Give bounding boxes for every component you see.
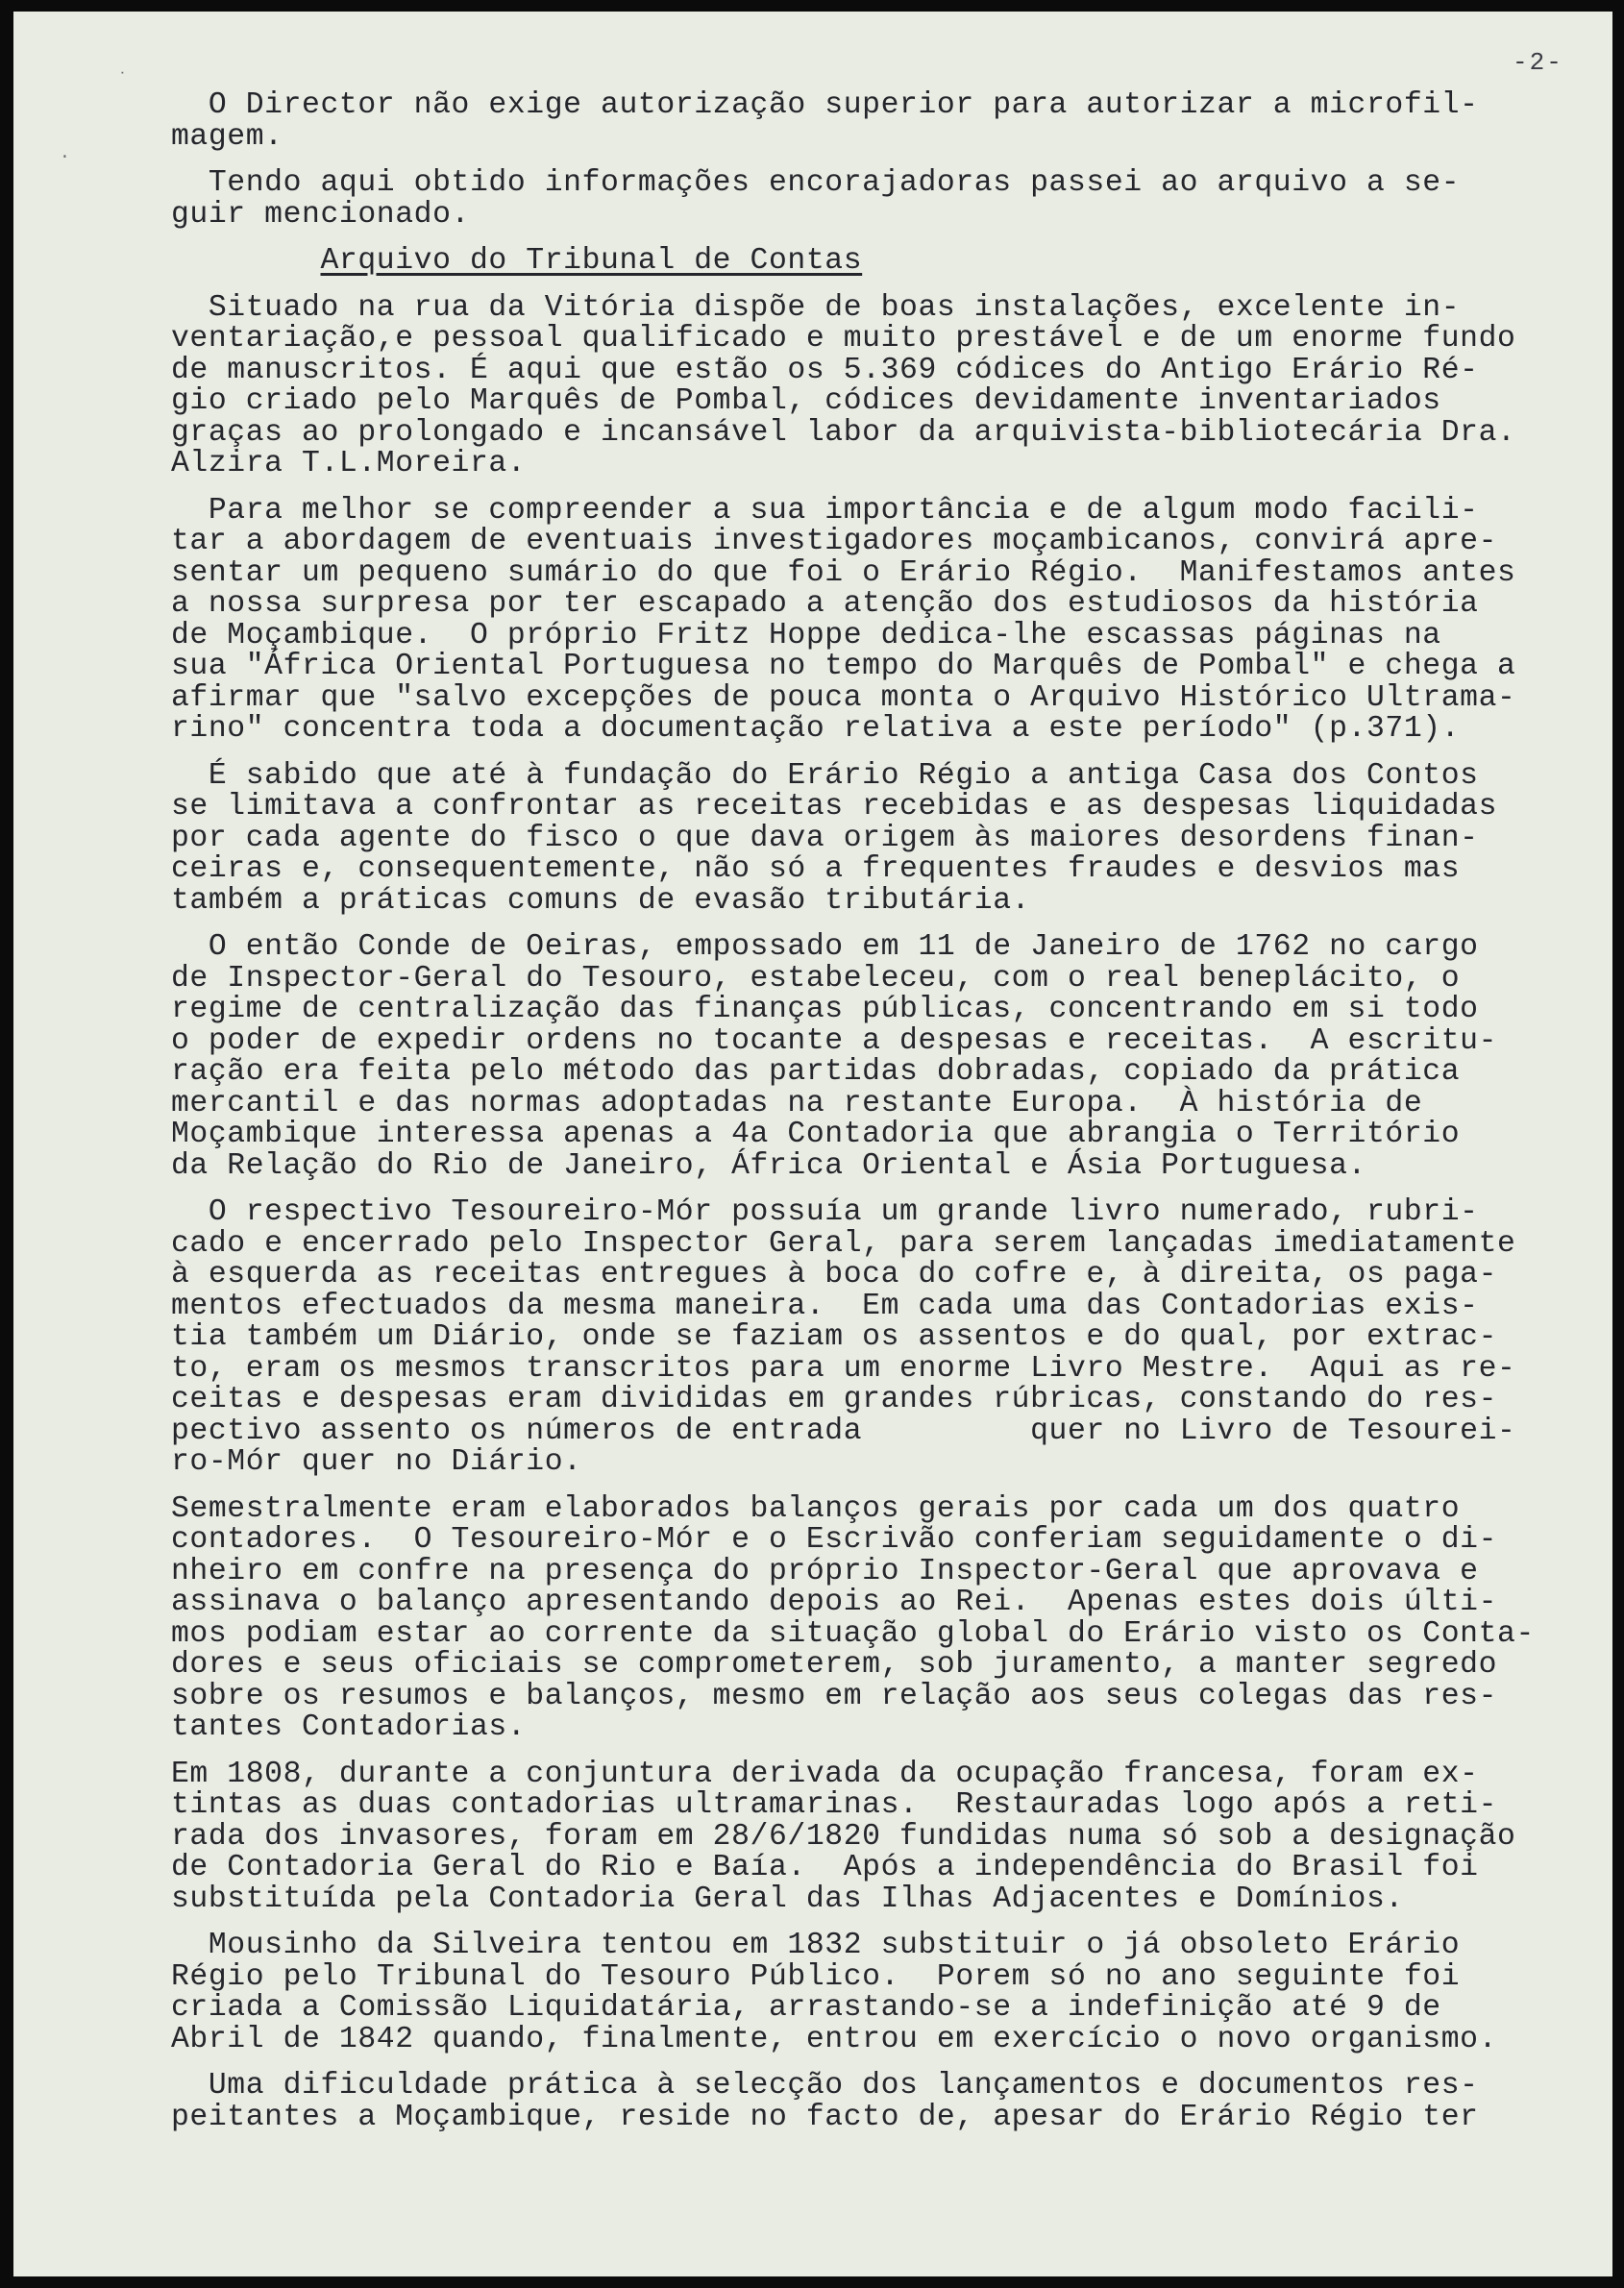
paragraph bbox=[171, 932, 1603, 1182]
paragraph bbox=[171, 1759, 1603, 1916]
paragraph bbox=[171, 290, 1603, 480]
text-line: Uma dificuldade prática à selecção dos lançamentos e documentos res- bbox=[171, 2069, 1479, 2103]
text-line: de Moçambique. O próprio Fritz Hoppe dedica-lhe escassas páginas na bbox=[171, 618, 1441, 652]
text-line: regime de centralização das finanças públicas, concentrando em si todo bbox=[171, 993, 1479, 1026]
text-line: ventariação,e pessoal qualificado e muito prestável e de um enorme fundo bbox=[171, 322, 1516, 356]
text-line: rada dos invasores, foram em 28/6/1820 fundidas numa só sob a designação bbox=[171, 1819, 1516, 1854]
text-line: Tendo aqui obtido informações encorajadoras passei ao arquivo a se- bbox=[171, 166, 1461, 200]
paragraph bbox=[171, 168, 1603, 231]
text-line: Abril de 1842 quando, finalmente, entrou em exercício o novo organismo. bbox=[171, 2022, 1498, 2056]
text-line: O respectivo Tesoureiro-Mór possuía um grande livro numerado, rubri- bbox=[171, 1195, 1479, 1229]
text-line: Arquivo do Tribunal de Contas bbox=[320, 244, 863, 278]
text-line: sobre os resumos e balanços, mesmo em relação aos seus colegas das res- bbox=[171, 1679, 1498, 1713]
text-line: nheiro em confre na presença do próprio Inspector-Geral que aprovava e bbox=[171, 1554, 1479, 1588]
section-heading bbox=[171, 246, 1603, 278]
document-page bbox=[13, 12, 1612, 2276]
text-line: tantes Contadorias. bbox=[171, 1710, 527, 1744]
text-line: Semestralmente eram elaborados balanços gerais por cada um dos quatro bbox=[171, 1491, 1461, 1526]
text-line: Mousinho da Silveira tentou em 1832 substituir o já obsoleto Erário bbox=[171, 1929, 1461, 1962]
text-line: sentar um pequeno sumário do que foi o Erário Régio. Manifestamos antes bbox=[171, 555, 1516, 590]
text-line: guir mencionado. bbox=[171, 197, 470, 232]
margin-punch-mark: · bbox=[60, 148, 70, 167]
paragraph bbox=[171, 493, 1603, 746]
text-line: substituída pela Contadoria Geral das Ilhas Adjacentes e Domínios. bbox=[171, 1882, 1404, 1916]
text-line: de Contadoria Geral do Rio e Baía. Após a independência do Brasil foi bbox=[171, 1851, 1479, 1884]
text-line: da Relação do Rio de Janeiro, África Oriental e Ásia Portuguesa. bbox=[171, 1148, 1366, 1183]
typed-body-text bbox=[171, 90, 1603, 2133]
paragraph bbox=[171, 758, 1603, 918]
text-line: se limitava a confrontar as receitas recebidas e as despesas liquidadas bbox=[171, 790, 1498, 824]
text-line: graças ao prolongado e incansável labor da arquivista-bibliotecária Dra. bbox=[171, 415, 1516, 450]
text-line: pectivo assento os números de entrada quer no Livro de Tesourei- bbox=[171, 1414, 1516, 1448]
text-line: mentos efectuados da mesma maneira. Em cada uma das Contadorias exis- bbox=[171, 1289, 1479, 1323]
text-line: Alzira T.L.Moreira. bbox=[171, 447, 527, 480]
paragraph bbox=[171, 2071, 1603, 2133]
text-line: ro-Mór quer no Diário. bbox=[171, 1445, 582, 1479]
text-line: a nossa surpresa por ter escapado a atenção dos estudiosos da história bbox=[171, 587, 1479, 621]
text-line: tia também um Diário, onde se faziam os assentos e do qual, por extrac- bbox=[171, 1320, 1498, 1354]
text-line: mercantil e das normas adoptadas na restante Europa. À história de bbox=[171, 1086, 1423, 1120]
text-line: Régio pelo Tribunal do Tesouro Público. Porem só no ano seguinte foi bbox=[171, 1959, 1461, 1994]
text-line: ceitas e despesas eram divididas em grandes rúbricas, constando do res- bbox=[171, 1383, 1498, 1416]
text-line: também a práticas comuns de evasão tributária. bbox=[171, 883, 1031, 918]
text-line: cado e encerrado pelo Inspector Geral, para serem lançadas imediatamente bbox=[171, 1226, 1516, 1261]
text-line: to, eram os mesmos transcritos para um enorme Livro Mestre. Aqui as re- bbox=[171, 1351, 1516, 1386]
text-line: Para melhor se compreender a sua importância e de algum modo facili- bbox=[171, 493, 1479, 528]
text-line: à esquerda as receitas entregues à boca do cofre e, à direita, os paga- bbox=[171, 1258, 1498, 1292]
text-line: O Director não exige autorização superior para autorizar a microfil- bbox=[171, 88, 1479, 122]
text-line: É sabido que até à fundação do Erário Régio a antiga Casa dos Contos bbox=[171, 758, 1479, 793]
text-line: Situado na rua da Vitória dispõe de boas instalações, excelente in- bbox=[171, 290, 1461, 325]
text-line: de manuscritos. É aqui que estão os 5.369 códices do Antigo Erário Ré- bbox=[171, 353, 1479, 387]
paragraph bbox=[171, 1197, 1603, 1479]
margin-punch-mark: ˙ bbox=[117, 71, 128, 90]
text-line: contadores. O Tesoureiro-Mór e o Escrivão conferiam seguidamente o di- bbox=[171, 1523, 1498, 1557]
text-line: gio criado pelo Marquês de Pombal, códices devidamente inventariados bbox=[171, 384, 1441, 418]
text-line: dores e seus oficiais se comprometerem, sob juramento, a manter segredo bbox=[171, 1648, 1498, 1682]
paragraph bbox=[171, 90, 1603, 153]
text-line: ração era feita pelo método das partidas dobradas, copiado da prática bbox=[171, 1055, 1461, 1089]
paragraph bbox=[171, 1491, 1603, 1744]
text-line: de Inspector-Geral do Tesouro, estabeleceu, com o real beneplácito, o bbox=[171, 961, 1461, 996]
text-line: tintas as duas contadorias ultramarinas. Restauradas logo após a reti- bbox=[171, 1788, 1498, 1822]
text-line: assinava o balanço apresentando depois ao Rei. Apenas estes dois últi- bbox=[171, 1586, 1498, 1619]
text-line: O então Conde de Oeiras, empossado em 11 de Janeiro de 1762 no cargo bbox=[171, 930, 1479, 964]
text-line: Moçambique interessa apenas a 4a Contadoria que abrangia o Território bbox=[171, 1118, 1461, 1151]
text-line: sua "África Oriental Portuguesa no tempo do Marquês de Pombal" e chega a bbox=[171, 650, 1516, 683]
page-number: -2- bbox=[1513, 48, 1563, 77]
text-line: mos podiam estar ao corrente da situação global do Erário visto os Conta- bbox=[171, 1616, 1535, 1651]
text-line: por cada agente do fisco o que dava origem às maiores desordens finan- bbox=[171, 821, 1479, 855]
text-line: rino" concentra toda a documentação relativa a este período" (p.371). bbox=[171, 712, 1461, 746]
paragraph bbox=[171, 1931, 1603, 2055]
text-line: o poder de expedir ordens no tocante a despesas e receitas. A escritu- bbox=[171, 1023, 1498, 1058]
text-line: tar a abordagem de eventuais investigadores moçambicanos, convirá apre- bbox=[171, 525, 1498, 558]
text-line: magem. bbox=[171, 119, 283, 154]
text-line: peitantes a Moçambique, reside no facto de, apesar do Erário Régio ter bbox=[171, 2100, 1479, 2134]
text-line: afirmar que "salvo excepções de pouca monta o Arquivo Histórico Ultrama- bbox=[171, 680, 1516, 715]
text-line: ceiras e, consequentemente, não só a frequentes fraudes e desvios mas bbox=[171, 852, 1461, 886]
text-line: criada a Comissão Liquidatária, arrastando-se a indefinição até 9 de bbox=[171, 1991, 1441, 2025]
text-line: Em 1808, durante a conjuntura derivada da ocupação francesa, foram ex- bbox=[171, 1757, 1479, 1791]
